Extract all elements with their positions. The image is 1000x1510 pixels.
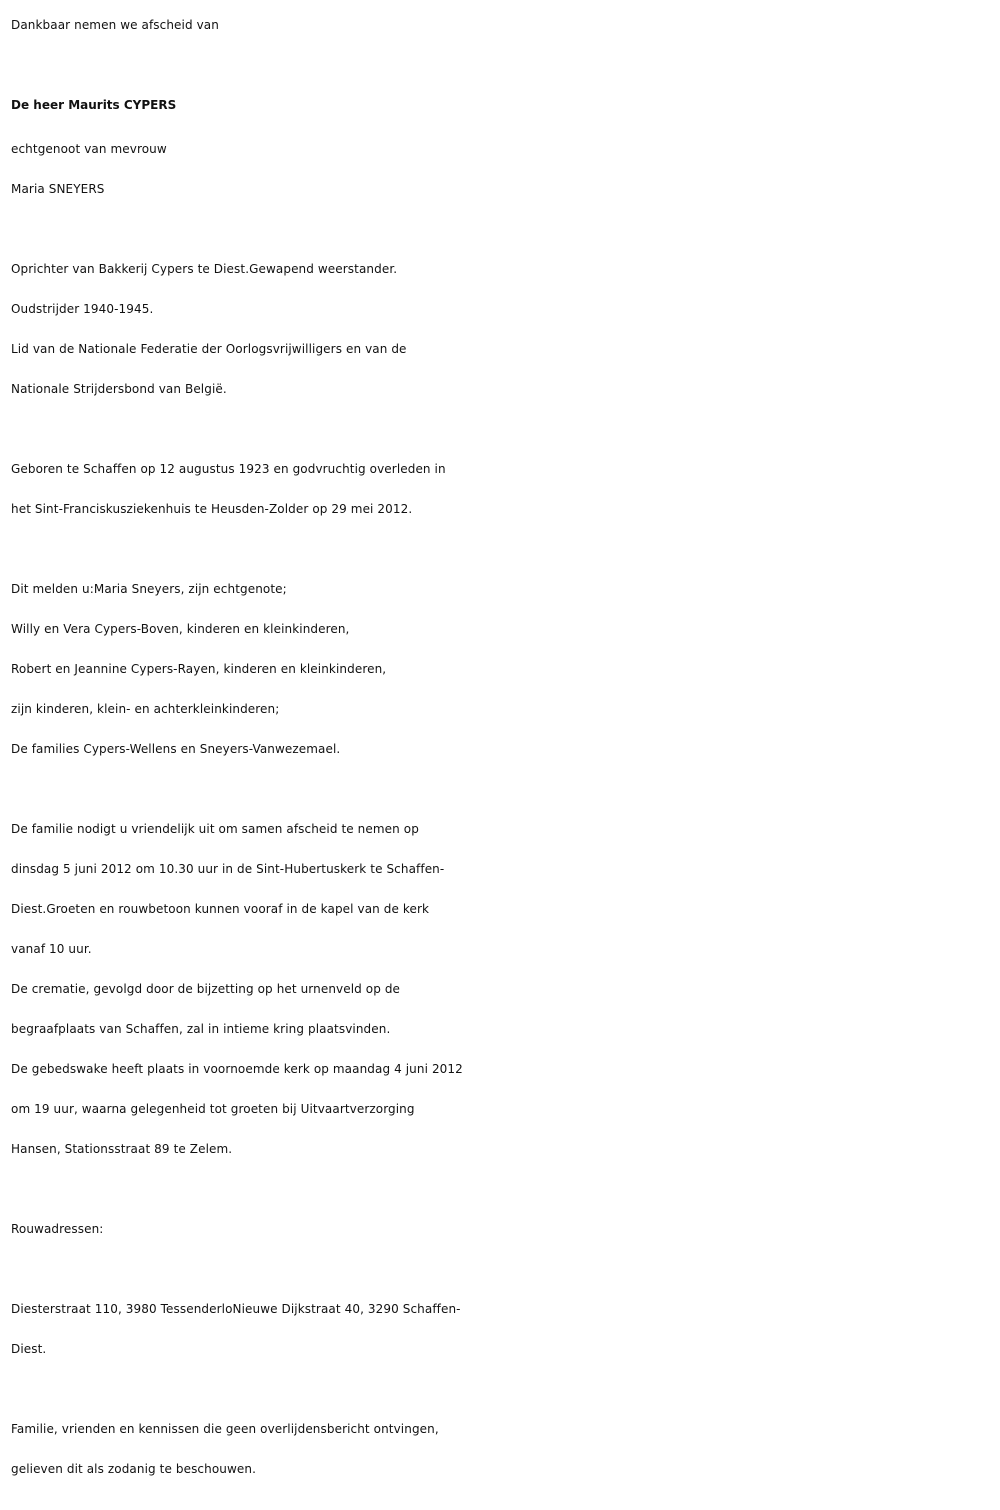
biography-line: Oudstrijder 1940-1945. [11,302,154,316]
biography-line: Nationale Strijdersbond van België. [11,382,227,396]
biography-block [11,249,996,409]
addresses-block [11,1289,996,1369]
ceremony-block [11,809,996,1169]
ceremony-line: Hansen, Stationsstraat 89 te Zelem. [11,1142,233,1156]
ceremony-line: De crematie, gevolgd door de bijzetting op het urnenveld op de [11,982,401,996]
closing-line: Familie, vrienden en kennissen die geen overlijdensbericht ontvingen, [11,1422,439,1436]
deceased-name: De heer Maurits CYPERS [11,98,177,112]
spacer [11,1369,996,1409]
spacer [11,209,996,249]
spacer [11,769,996,809]
ceremony-line: vanaf 10 uur. [11,942,92,956]
biography-line: Oprichter van Bakkerij Cypers te Diest.Gewapend weerstander. [11,262,398,276]
family-line: De families Cypers-Wellens en Sneyers-Vanwezemael. [11,742,341,756]
intro-text: Dankbaar nemen we afscheid van [11,18,219,32]
family-block [11,569,996,769]
ceremony-line: om 19 uur, waarna gelegenheid tot groeten bij Uitvaartverzorging [11,1102,415,1116]
family-line: zijn kinderen, klein- en achterkleinkinderen; [11,702,280,716]
ceremony-line: De gebedswake heeft plaats in voornoemde kerk op maandag 4 juni 2012 [11,1062,463,1076]
ceremony-line: De familie nodigt u vriendelijk uit om samen afscheid te nemen op [11,822,419,836]
spouse-line: Maria SNEYERS [11,182,105,196]
closing-block [11,1409,996,1489]
ceremony-line: dinsdag 5 juni 2012 om 10.30 uur in de Sint-Hubertuskerk te Schaffen- [11,862,445,876]
closing-line: gelieven dit als zodanig te beschouwen. [11,1462,256,1476]
spacer [11,409,996,449]
address-line: Diest. [11,1342,47,1356]
addresses-heading: Rouwadressen: [11,1222,104,1236]
spouse-line: echtgenoot van mevrouw [11,142,167,156]
address-line: Diesterstraat 110, 3980 TessenderloNieuwe Dijkstraat 40, 3290 Schaffen- [11,1302,461,1316]
spacer [11,1249,996,1289]
family-line: Willy en Vera Cypers-Boven, kinderen en kleinkinderen, [11,622,350,636]
birth-death-line: het Sint-Franciskusziekenhuis te Heusden-Zolder op 29 mei 2012. [11,502,413,516]
family-line: Robert en Jeannine Cypers-Rayen, kinderen en kleinkinderen, [11,662,387,676]
spouse-block [11,129,996,209]
spacer [11,1169,996,1209]
ceremony-line: Diest.Groeten en rouwbetoon kunnen vooraf in de kapel van de kerk [11,902,430,916]
birth-death-block [11,449,996,529]
obituary-page [11,0,996,1489]
birth-death-line: Geboren te Schaffen op 12 augustus 1923 en godvruchtig overleden in [11,462,446,476]
family-line: Dit melden u:Maria Sneyers, zijn echtgenote; [11,582,287,596]
ceremony-line: begraafplaats van Schaffen, zal in intieme kring plaatsvinden. [11,1022,391,1036]
spacer [11,529,996,569]
biography-line: Lid van de Nationale Federatie der Oorlogsvrijwilligers en van de [11,342,407,356]
